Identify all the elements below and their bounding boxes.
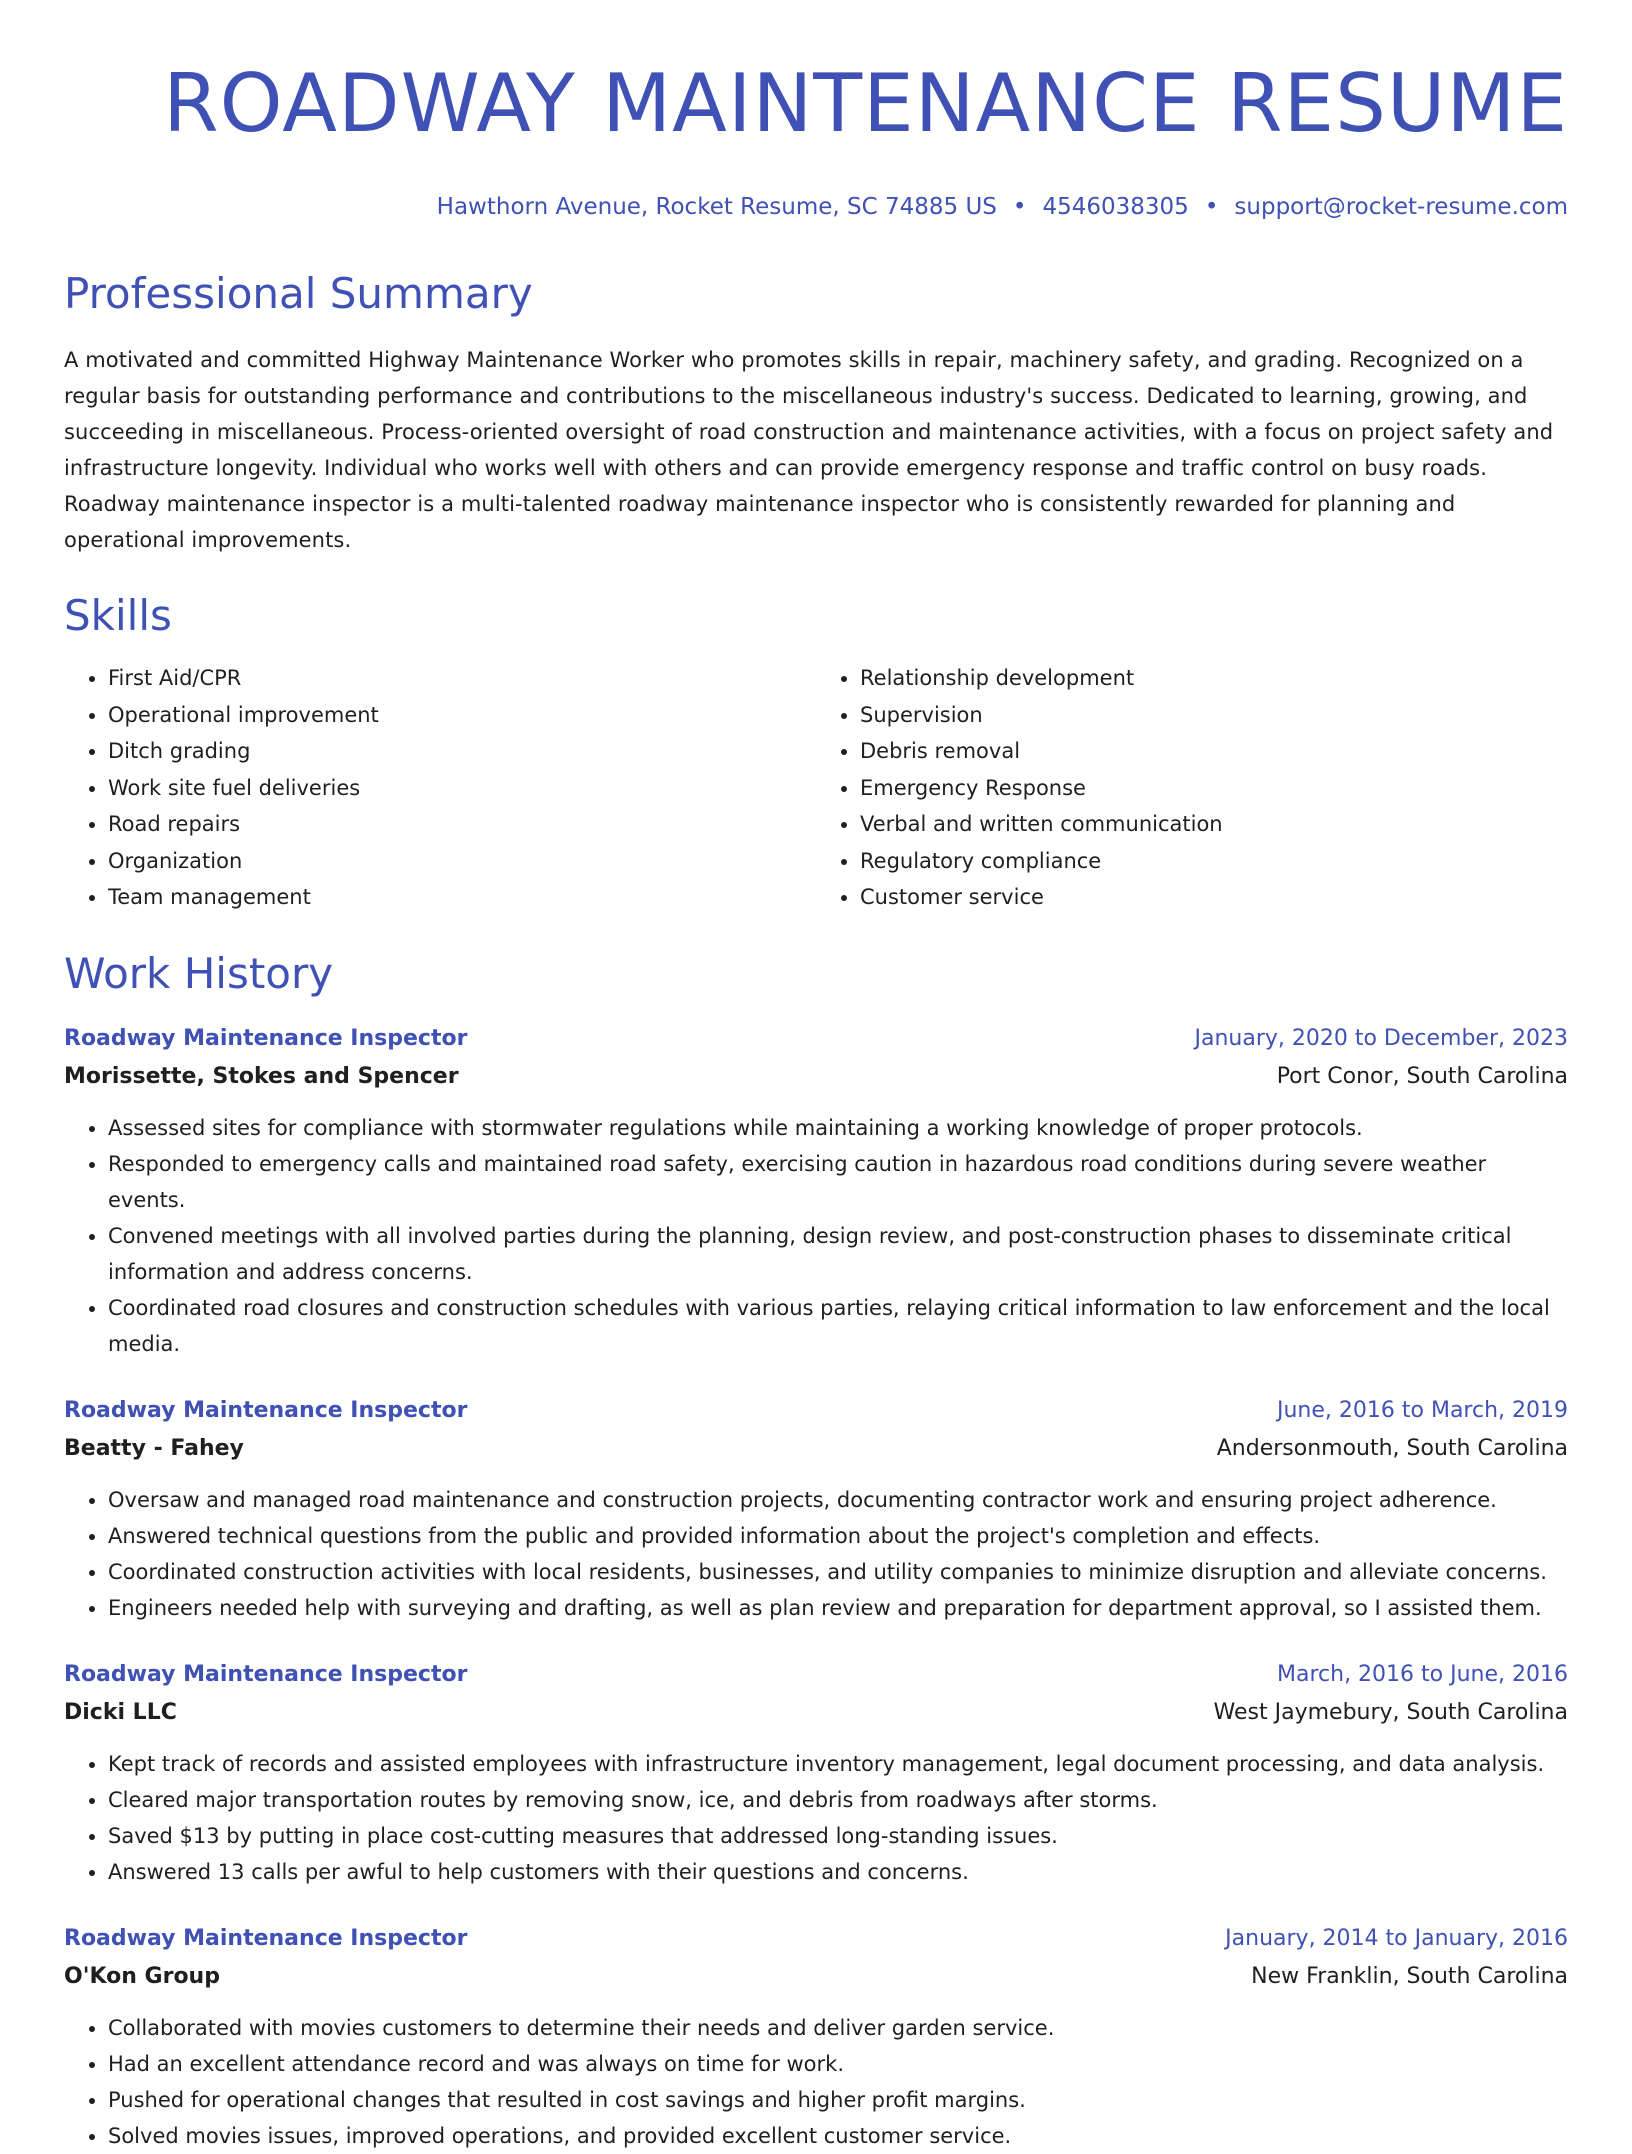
job-bullet: • Cleared major transportation routes by removing snow, ice, and debris from roadways after storms. [108, 1782, 1568, 1818]
job-title-row [64, 1656, 1568, 1694]
job-title: Roadway Maintenance Inspector [64, 1925, 468, 1951]
job-title: Roadway Maintenance Inspector [64, 1025, 468, 1051]
job-bullet: • Coordinated construction activities with local residents, businesses, and utility companies to minimize disruption and alleviate concerns. [108, 1554, 1568, 1590]
skills-column-left [64, 660, 816, 916]
job-dates: June, 2016 to March, 2019 [1277, 1397, 1568, 1423]
skill-item: • First Aid/CPR [108, 660, 816, 697]
skill-item: • Ditch grading [108, 733, 816, 770]
job-title-row [64, 1020, 1568, 1058]
job-bullet: • Engineers needed help with surveying and drafting, as well as plan review and preparation for department approval, so I assisted them. [108, 1590, 1568, 1626]
job-bullet: • Answered technical questions from the public and provided information about the project's completion and effects. [108, 1518, 1568, 1554]
job-company-row [64, 1958, 1568, 1996]
skill-item: • Supervision [860, 697, 1568, 734]
job-title-row [64, 1920, 1568, 1958]
job-bullet: • Assessed sites for compliance with stormwater regulations while maintaining a working knowledge of proper protocols. [108, 1110, 1568, 1146]
summary-text: A motivated and committed Highway Maintenance Worker who promotes skills in repair, machinery safety, and grading. Recognized on a regular basis for outstanding performance and contributions to the miscellaneous industry's success. Dedicated to learning, growing, and succeeding in miscellaneous. Process-oriented oversight of road construction and maintenance activities, with a focus on project safety and infrastructure longevity. Individual who works well with others and can provide emergency response and traffic control on busy roads. Roadway maintenance inspector is a multi-talented roadway maintenance inspector who is consistently rewarded for planning and operational improvements. [64, 348, 1554, 552]
job-bullets [64, 1746, 1568, 1890]
job-bullet: • Collaborated with movies customers to determine their needs and deliver garden service. [108, 2010, 1568, 2046]
skills-column-right [816, 660, 1568, 916]
job-entry [64, 1020, 1568, 1362]
job-dates: January, 2014 to January, 2016 [1225, 1925, 1568, 1951]
job-title-row [64, 1392, 1568, 1430]
skills-heading: Skills [64, 591, 172, 640]
job-bullet: • Convened meetings with all involved parties during the planning, design review, and post-construction phases to disseminate critical information and address concerns. [108, 1218, 1568, 1290]
skill-item: • Verbal and written communication [860, 806, 1568, 843]
skill-item: • Organization [108, 843, 816, 880]
job-bullet: • Responded to emergency calls and maintained road safety, exercising caution in hazardous road conditions during severe weather events. [108, 1146, 1568, 1218]
job-bullets [64, 1482, 1568, 1626]
skill-item: • Debris removal [860, 733, 1568, 770]
job-location: Port Conor, South Carolina [1276, 1063, 1568, 1089]
job-company-row [64, 1694, 1568, 1732]
work-history-heading: Work History [64, 948, 334, 998]
skill-item: • Work site fuel deliveries [108, 770, 816, 807]
job-bullet: • Had an excellent attendance record and was always on time for work. [108, 2046, 1568, 2082]
summary-heading: Professional Summary [64, 269, 533, 318]
job-company-row [64, 1430, 1568, 1468]
contact-address: Hawthorn Avenue, Rocket Resume, SC 74885 US [436, 194, 997, 220]
job-location: New Franklin, South Carolina [1251, 1963, 1568, 1989]
job-bullet: • Oversaw and managed road maintenance and construction projects, documenting contractor work and ensuring project adherence. [108, 1482, 1568, 1518]
job-dates: March, 2016 to June, 2016 [1277, 1661, 1568, 1687]
job-entry [64, 1920, 1568, 2154]
job-location: Andersonmouth, South Carolina [1216, 1435, 1568, 1461]
job-bullets [64, 1110, 1568, 1362]
contact-email: support@rocket-resume.com [1234, 194, 1568, 220]
job-location: West Jaymebury, South Carolina [1213, 1699, 1568, 1725]
job-company: Beatty - Fahey [64, 1435, 244, 1461]
job-bullet: • Answered 13 calls per awful to help customers with their questions and concerns. [108, 1854, 1568, 1890]
skill-item: • Team management [108, 879, 816, 916]
job-company: O'Kon Group [64, 1963, 220, 1989]
job-bullet: • Kept track of records and assisted employees with infrastructure inventory management, legal document processing, and data analysis. [108, 1746, 1568, 1782]
skill-item: • Operational improvement [108, 697, 816, 734]
job-entry [64, 1392, 1568, 1626]
skill-item: • Road repairs [108, 806, 816, 843]
job-title: Roadway Maintenance Inspector [64, 1661, 468, 1687]
job-company-row [64, 1058, 1568, 1096]
job-dates: January, 2020 to December, 2023 [1194, 1025, 1568, 1051]
skill-item: • Regulatory compliance [860, 843, 1568, 880]
contact-line [64, 192, 1568, 222]
resume-title: ROADWAY MAINTENANCE RESUME [163, 57, 1568, 150]
job-bullets [64, 2010, 1568, 2154]
skill-item: • Relationship development [860, 660, 1568, 697]
contact-separator: • [1012, 194, 1027, 220]
job-bullet: • Pushed for operational changes that resulted in cost savings and higher profit margins. [108, 2082, 1568, 2118]
skill-item: • Customer service [860, 879, 1568, 916]
skills-grid [64, 660, 1568, 916]
job-company: Dicki LLC [64, 1699, 177, 1725]
job-title: Roadway Maintenance Inspector [64, 1397, 468, 1423]
job-bullet: • Coordinated road closures and construction schedules with various parties, relaying critical information to law enforcement and the local media. [108, 1290, 1568, 1362]
skill-item: • Emergency Response [860, 770, 1568, 807]
job-entry [64, 1656, 1568, 1890]
job-bullet: • Saved $13 by putting in place cost-cutting measures that addressed long-standing issues. [108, 1818, 1568, 1854]
job-company: Morissette, Stokes and Spencer [64, 1063, 459, 1089]
job-bullet: • Solved movies issues, improved operations, and provided excellent customer service. [108, 2118, 1568, 2154]
contact-separator: • [1204, 194, 1219, 220]
contact-phone: 4546038305 [1042, 194, 1189, 220]
